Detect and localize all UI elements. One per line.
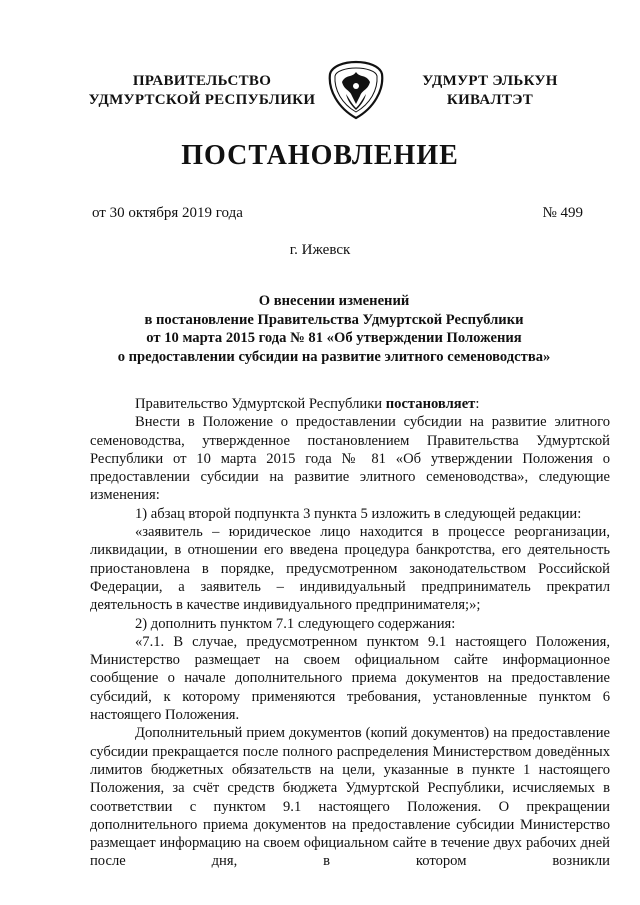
lead-text: Правительство Удмуртской Республики (135, 396, 386, 412)
document-city: г. Ижевск (289, 242, 351, 258)
subject-line4: о предоставлении субсидии на развитие элитного семеноводства» (117, 348, 551, 365)
body-paragraph-5: «7.1. В случае, предусмотренном пунктом 9.1 настоящего Положения, Министерство размещает на своем официальном сайте информационное сообщение о начале дополнительного приема документов на предоставление субсидий, к которому применяются требования, установленные пунктом 6 настоящего Положения. (90, 633, 610, 724)
document-subject (90, 292, 578, 366)
body-paragraph-2: 1) абзац второй подпункта 3 пункта 5 изложить в следующей редакции: (135, 505, 582, 522)
lead-bold: постановляет (385, 396, 476, 412)
header-left-line1: ПРАВИТЕЛЬСТВО (132, 73, 272, 89)
subject-line2: в постановление Правительства Удмуртской Республики (144, 311, 524, 328)
header-left-line2: УДМУРТСКОЙ РЕСПУБЛИКИ (88, 92, 316, 108)
body-paragraph-4: 2) дополнить пунктом 7.1 следующего содержания: (135, 615, 456, 632)
subject-line3: от 10 марта 2015 года № 81 «Об утверждении Положения (146, 330, 522, 346)
document-body (90, 395, 610, 871)
header-right-line1: УДМУРТ ЭЛЬКУН (422, 73, 558, 89)
document-date: от 30 октября 2019 года (92, 205, 243, 221)
header-right (406, 72, 574, 110)
header-left (82, 72, 322, 110)
header-right-line2: КИВАЛТЭТ (446, 92, 534, 108)
lead-tail: : (475, 396, 480, 412)
document-number: № 499 (542, 205, 583, 221)
body-paragraph-1: Внести в Положение о предоставлении субсидии на развитие элитного семеноводства, утвержденное постановлением Правительства Удмуртской Республики от 10 марта 2015 года № 81 «Об утверждении Положения о предоставлении субсидии на развитие элитного семеноводства», следующие изменения: (90, 414, 610, 504)
body-lead (90, 395, 610, 413)
subject-line1: О внесении изменений (258, 293, 410, 309)
coat-of-arms-icon (328, 60, 384, 120)
body-paragraph-6: Дополнительный прием документов (копий документов) на предоставление субсидии прекращается после полного распределения Министерством доведённых лимитов бюджетных обязательств на цели, указанные в пункте 1 настоящего Положения, за счёт средств бюджета Удмуртской Республики, исчисляемых в соответствии с пунктом 9.1 настоящего Положения. О прекращении дополнительного приема документов на предоставление субсидии Министерство размещает информацию на своем официальном сайте в течение двух рабочих дней после дня, в котором возникли (90, 725, 610, 870)
body-paragraph-3: «заявитель – юридическое лицо находится в процессе реорганизации, ликвидации, в отношении его введена процедура банкротства, его деятельность приостановлена в порядке, предусмотренном законодательством Российской Федерации, а заявитель – индивидуальный предприниматель прекратил деятельность в качестве индивидуального предпринимателя;»; (90, 524, 610, 614)
document-type-title: ПОСТАНОВЛЕНИЕ (181, 140, 459, 171)
